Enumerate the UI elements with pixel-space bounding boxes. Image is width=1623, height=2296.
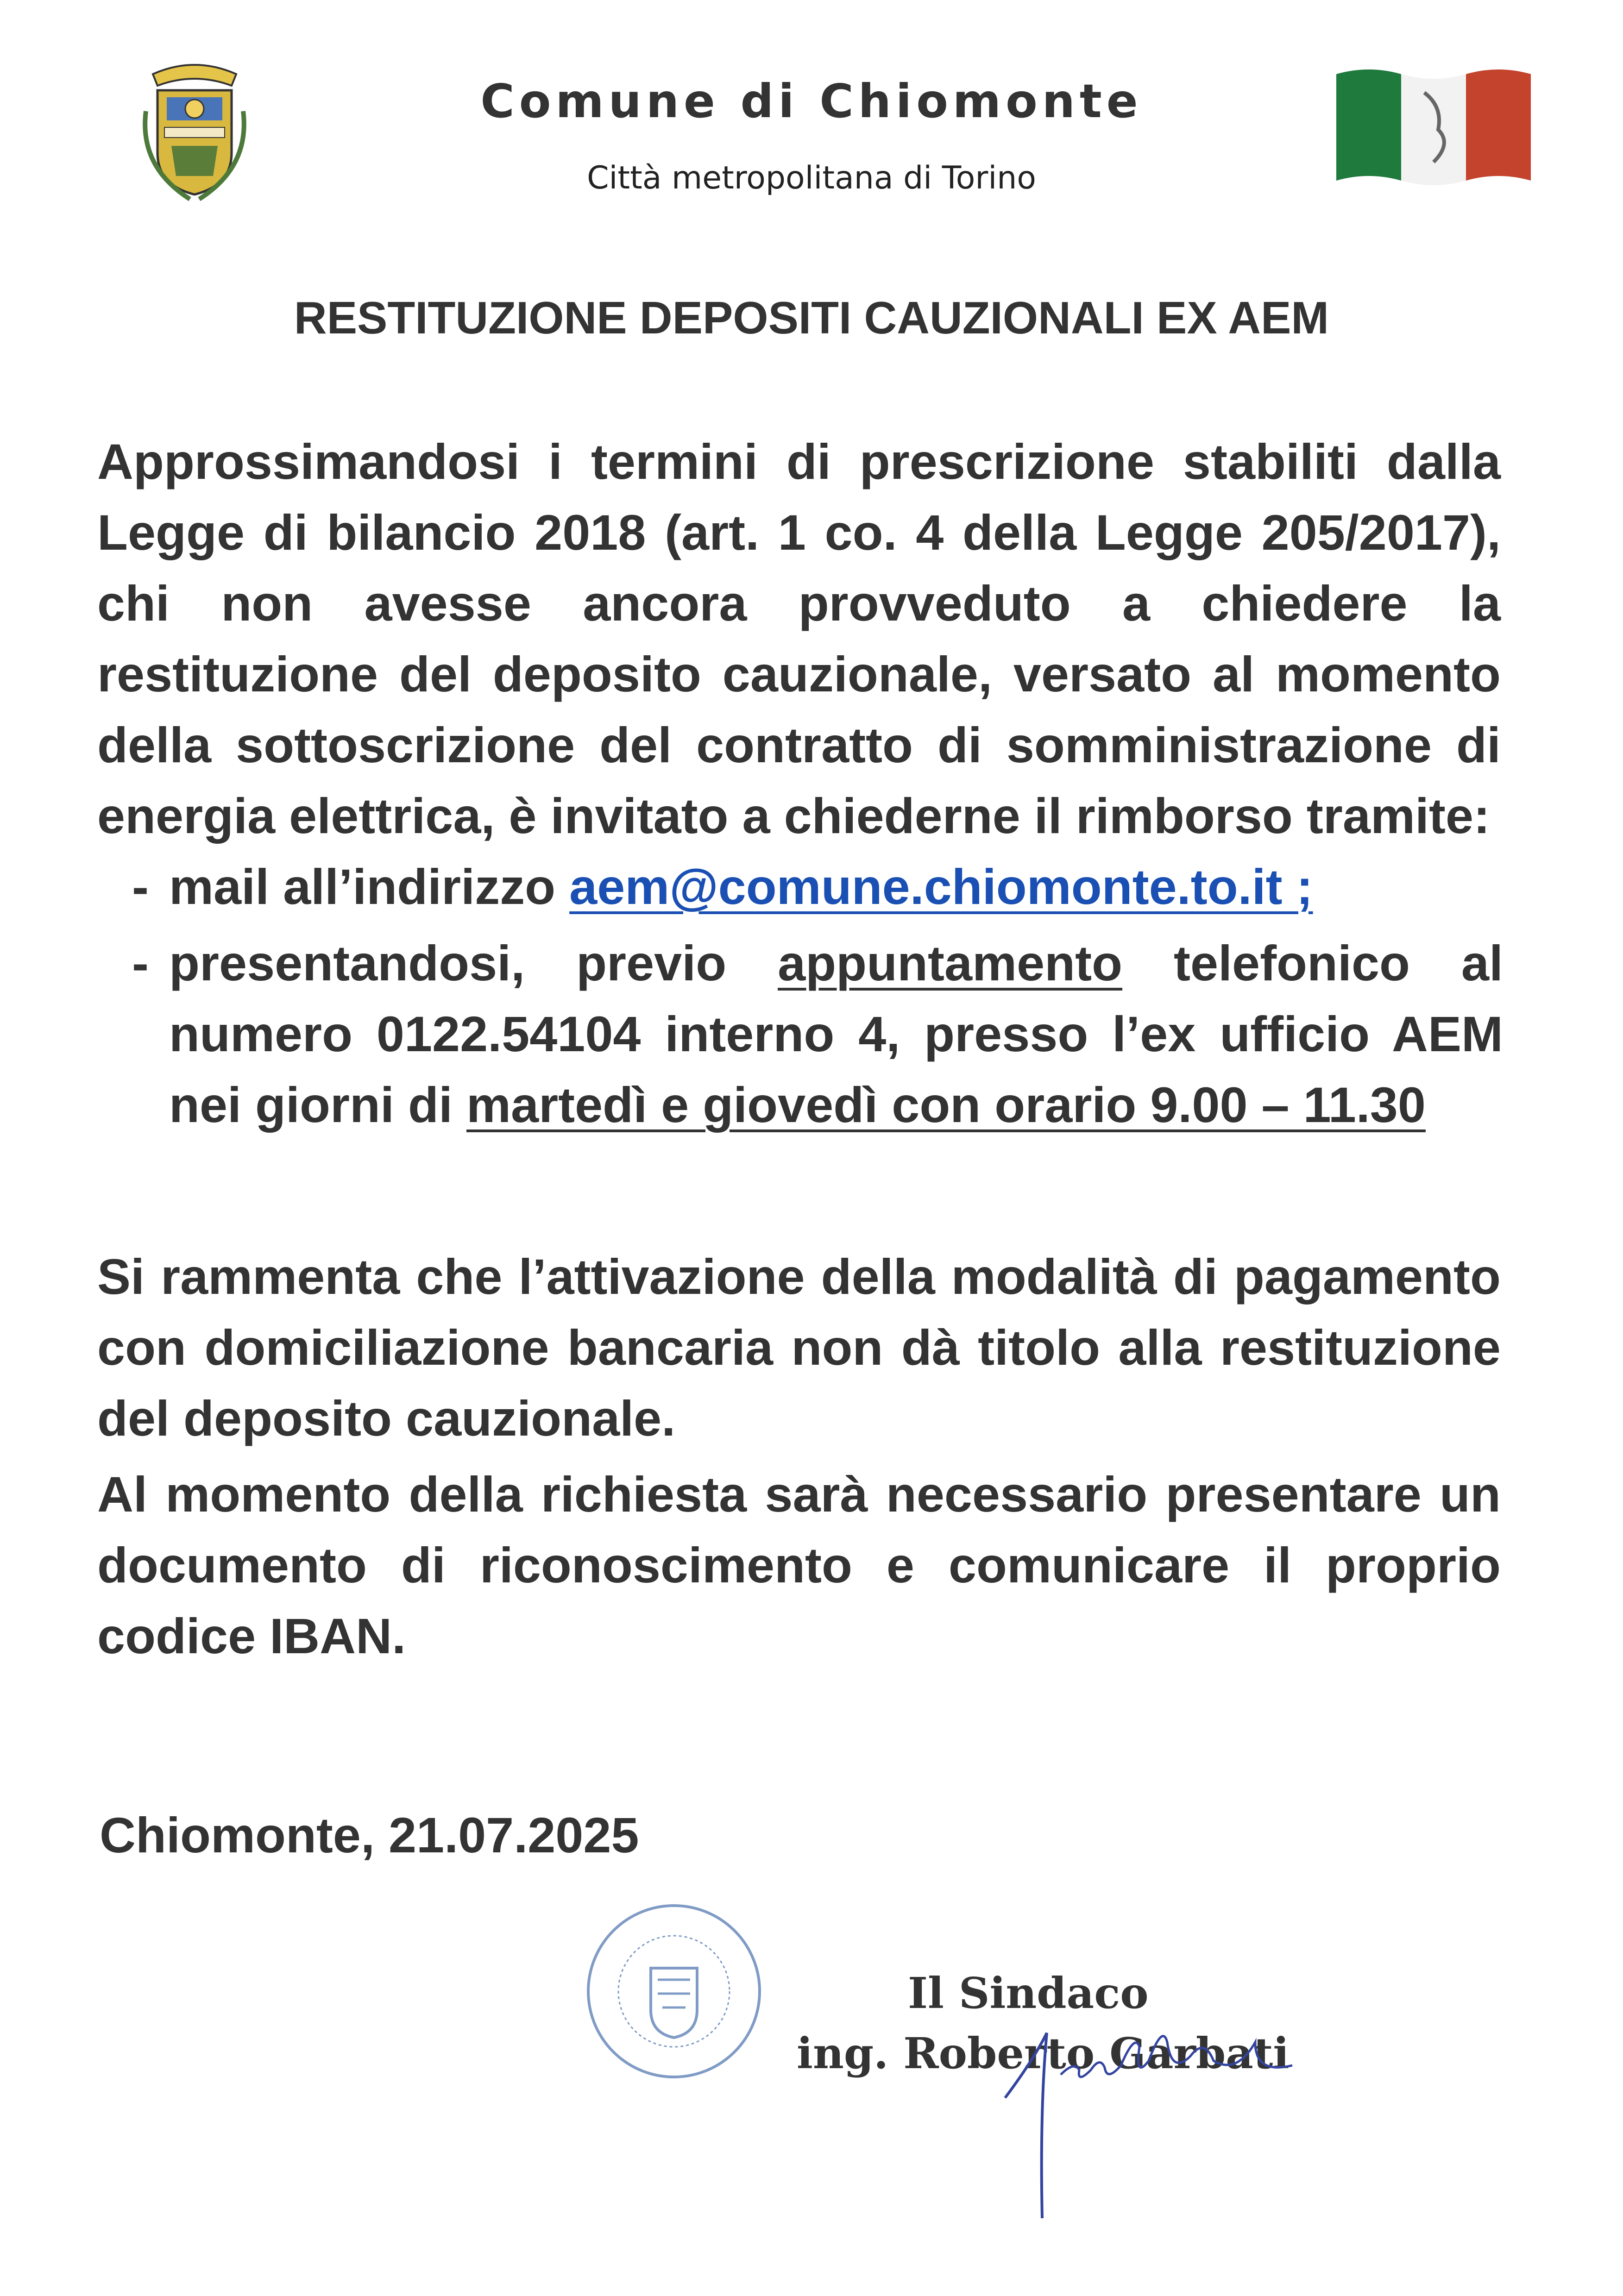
list-item-appointment <box>132 928 1503 1140</box>
place-and-date: Chiomonte, 21.07.2025 <box>100 1807 639 1863</box>
italian-flag-icon <box>1336 65 1531 185</box>
municipality-name: Comune di Chiomonte <box>480 74 1143 128</box>
municipal-stamp <box>581 1899 767 2084</box>
handwritten-signature <box>996 2005 1311 2227</box>
list-item-appointment-text-1: presentandosi, previo <box>169 935 727 991</box>
list-item-email <box>132 851 1503 922</box>
list-item-email-prefix: mail all’indirizzo <box>169 859 556 915</box>
document-title: RESTITUZIONE DEPOSITI CAUZIONALI EX AEM <box>294 292 1329 343</box>
list-dash: - <box>132 859 149 915</box>
signatory-role: Il Sindaco <box>908 1968 1149 2018</box>
email-link[interactable]: aem@comune.chiomonte.to.it ; <box>569 859 1313 915</box>
paragraph-required-documents: Al momento della richiesta sarà necessario presentare un documento di riconoscimento e comunicare il proprio codice IBAN. <box>97 1466 1501 1664</box>
appointment-underlined: appuntamento <box>778 935 1123 991</box>
list-item-appointment-text-2: telefonico al numero 0122.54104 interno 4, presso l’ex ufficio AEM nei giorni di <box>169 935 1503 1133</box>
municipality-subtitle: Città metropolitana di Torino <box>587 160 1036 196</box>
paragraph-direct-debit-note: Si rammenta che l’attivazione della modalità di pagamento con domiciliazione bancaria non dà titolo alla restituzione del deposito cauzionale. <box>97 1248 1501 1446</box>
paragraph-intro: Approssimandosi i termini di prescrizione stabiliti dalla Legge di bilancio 2018 (art. 1 co. 4 della Legge 205/2017), chi non avesse ancora provveduto a chiedere la restituzione del deposito cauzionale, versato al momento della sottoscrizione del contratto di somministrazione di energia elettrica, è invitato a chiederne il rimborso tramite: <box>97 433 1501 844</box>
list-dash: - <box>132 935 149 991</box>
signatory-name: ing. Roberto Garbati <box>797 2028 1290 2078</box>
office-hours-underlined: martedì e giovedì con orario 9.00 – 11.30 <box>466 1077 1426 1133</box>
